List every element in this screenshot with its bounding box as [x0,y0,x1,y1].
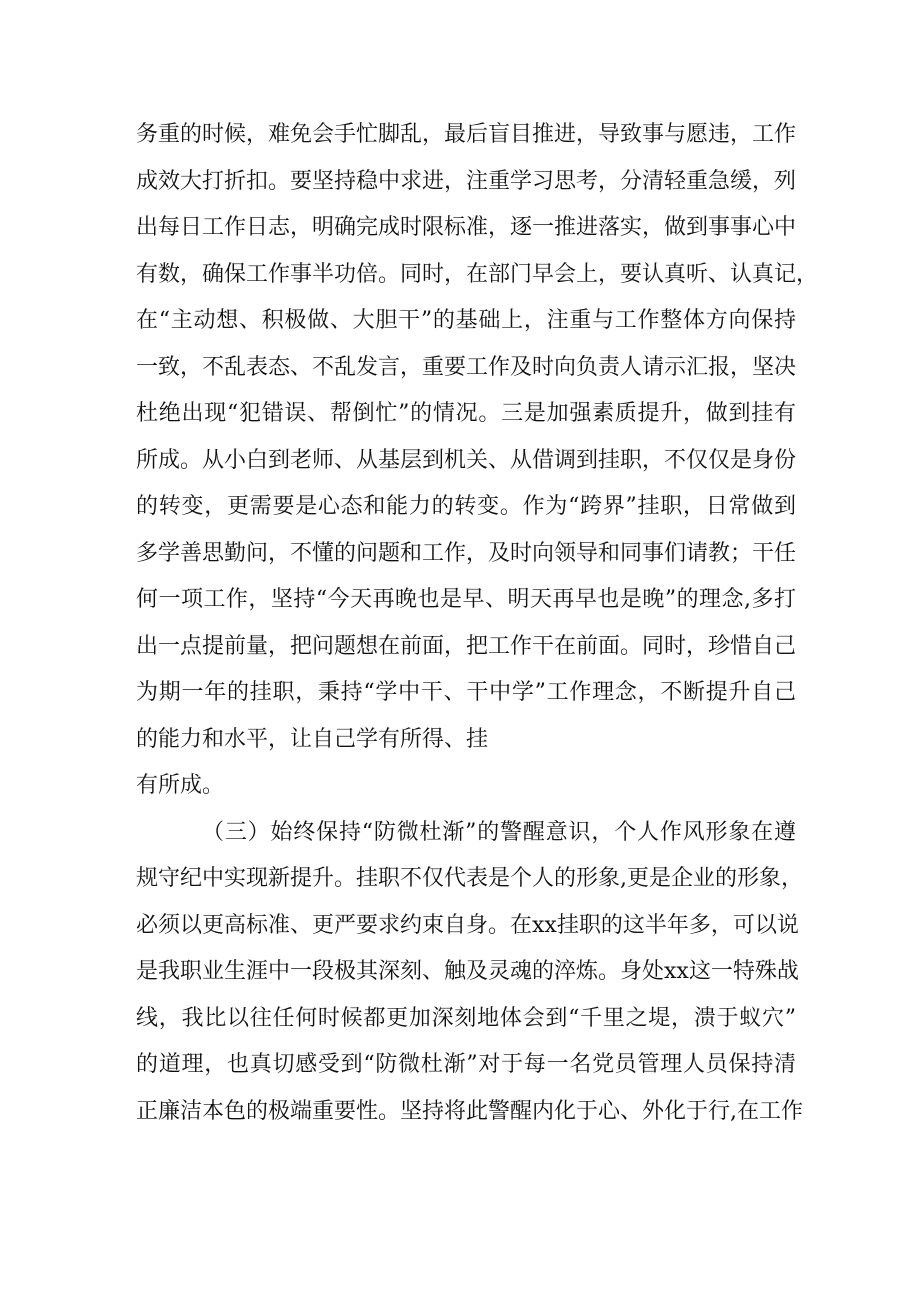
text-line: 正廉洁本色的极端重要性。坚持将此警醒内化于心、外化于行,在工作 [136,1098,803,1124]
text-line: 线，我比以往任何时候都更加深刻地体会到“千里之堤，溃于蚁穴” [136,1005,796,1031]
text-line: 有数，确保工作事半功倍。同时，在部门早会上，要认真听、认真记， [136,261,819,287]
text-line: 规守纪中实现新提升。挂职不仅代表是个人的形象,更是企业的形象， [136,866,803,891]
text-line: 必须以更高标准、更严要求约束自身。在xx挂职的这半年多，可以说 [136,912,799,938]
text-line: 出一点提前量，把问题想在前面，把工作干在前面。同时，珍惜自己 [136,633,797,659]
text-line: 出每日工作日志，明确完成时限标准，逐一推进落实，做到事事心中 [136,215,797,240]
text-line: 多学善思勤问，不懂的问题和工作，及时向领导和同事们请教；干任 [136,540,797,566]
text-line: 为期一年的挂职，秉持“学中干、干中学”工作理念，不断提升自己 [136,680,796,705]
text-line: 一致，不乱表态、不乱发言，重要工作及时向负责人请示汇报，坚决 [136,354,797,380]
text-line: 务重的时候，难免会手忙脚乱，最后盲目推进，导致事与愿违，工作 [136,122,797,147]
text-line: 的转变，更需要是心态和能力的转变。作为“跨界”挂职，日常做到 [136,494,796,519]
text-line: 成效大打折扣。要坚持稳中求进，注重学习思考，分清轻重急缓，列 [136,168,797,194]
text-line: 是我职业生涯中一段极其深刻、触及灵魂的淬炼。身处xx这一特殊战 [136,959,799,984]
text-line: 何一项工作，坚持“今天再晚也是早、明天再早也是晚”的理念,多打 [136,587,796,612]
text-line: 杜绝出现“犯错误、帮倒忙”的情况。三是加强素质提升，做到挂有 [136,401,796,426]
paragraph-end-line: 有所成。 [136,773,225,798]
text-line: 的道理，也真切感受到“防微杜渐”对于每一名党员管理人员保持清 [136,1052,796,1077]
text-line: 在“主动想、积极做、大胆干”的基础上，注重与工作整体方向保持 [136,308,796,333]
text-line: 所成。从小白到老师、从基层到机关、从借调到挂职，不仅仅是身份 [136,447,797,473]
body-text [136,112,819,1135]
text-line: 的能力和水平，让自己学有所得、挂 [136,726,489,752]
section-heading-line: （三）始终保持“防微杜渐”的警醒意识，个人作风形象在遵 [202,819,796,845]
